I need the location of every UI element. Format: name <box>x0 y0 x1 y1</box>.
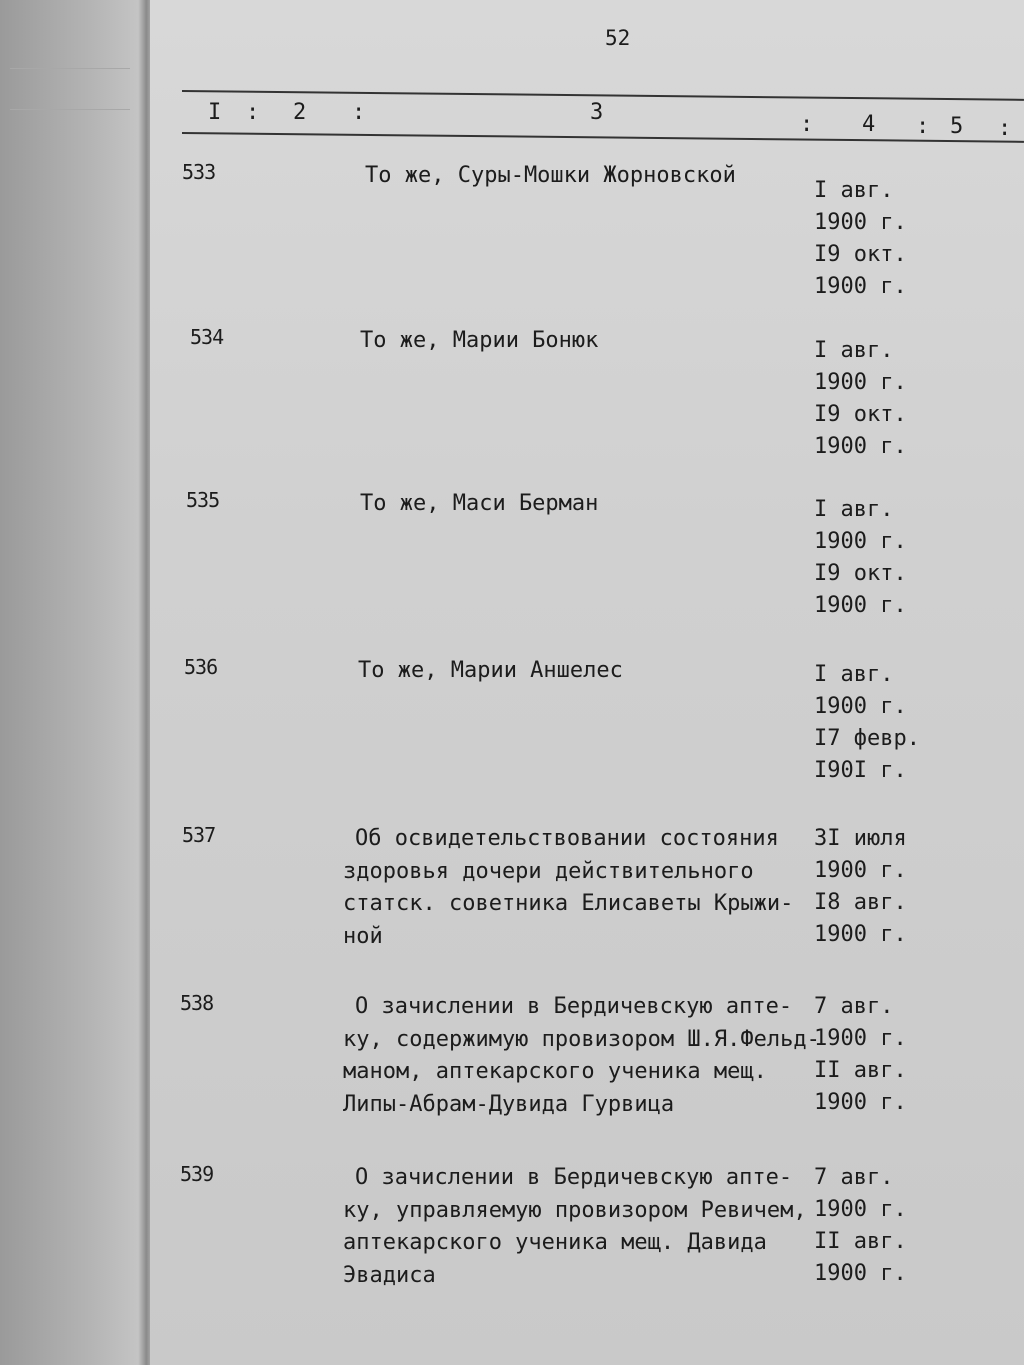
description-line: Эвадиса <box>343 1262 436 1288</box>
entry-dates <box>814 991 934 1119</box>
date-line: 1900 г. <box>814 1197 907 1222</box>
entry-number: 538 <box>180 991 214 1015</box>
entry-number: 533 <box>182 160 216 184</box>
page-number: 52 <box>605 26 631 50</box>
date-line: I9 окт. <box>814 402 907 427</box>
date-line: 1900 г. <box>814 922 907 947</box>
entry-dates <box>814 175 934 303</box>
column-separator: : <box>998 116 1012 141</box>
date-line: 1900 г. <box>814 1090 907 1115</box>
description-line: статск. советника Елисаветы Крыжи- <box>343 891 794 916</box>
description-line: То же, Суры-Мошки Жорновской <box>365 163 736 188</box>
entry-description <box>343 1162 825 1292</box>
date-line: I9 окт. <box>814 242 907 267</box>
entry-dates <box>814 659 934 787</box>
description-line: То же, Маси Берман <box>360 491 599 516</box>
description-line: аптекарского ученика мещ. Давида <box>343 1230 767 1255</box>
date-line: 1900 г. <box>814 210 907 235</box>
date-line: I авг. <box>814 497 894 522</box>
description-line: здоровья дочери действительного <box>343 858 754 884</box>
description-line: ной <box>343 923 383 949</box>
description-line: То же, Марии Бонюк <box>360 328 599 353</box>
facing-page <box>0 0 150 1365</box>
date-line: I9 окт. <box>814 561 907 586</box>
entry-description <box>360 488 830 521</box>
entry-number: 539 <box>180 1162 214 1186</box>
column-separator: : <box>916 114 930 139</box>
entry-dates <box>814 494 934 622</box>
column-header-4: 4 <box>862 112 876 137</box>
date-line: 1900 г. <box>814 274 907 299</box>
document-page <box>150 0 1024 1365</box>
date-line: II авг. <box>814 1229 907 1254</box>
description-line: Липы-Абрам-Дувида Гурвица <box>343 1091 675 1117</box>
date-line: I авг. <box>814 178 894 203</box>
column-header-2: 2 <box>293 100 307 125</box>
header-bottom-rule <box>182 132 1024 143</box>
description-line: ку, содержимую провизором Ш.Я.Фельд- <box>343 1026 820 1052</box>
date-line: 1900 г. <box>814 434 907 459</box>
date-line: 7 авг. <box>814 994 894 1019</box>
date-line: II авг. <box>814 1058 907 1083</box>
date-line: I8 авг. <box>814 890 907 915</box>
date-line: 7 авг. <box>814 1165 894 1190</box>
date-line: 1900 г. <box>814 694 907 719</box>
entry-number: 534 <box>190 325 224 349</box>
column-header-3: 3 <box>590 100 604 125</box>
entry-description <box>343 991 825 1121</box>
description-line: То же, Марии Аншелес <box>358 658 623 683</box>
date-line: I авг. <box>814 338 894 363</box>
column-header-5: 5 <box>950 114 964 139</box>
entry-number: 536 <box>184 655 218 679</box>
date-line: 3I июля <box>814 826 907 851</box>
date-line: 1900 г. <box>814 1026 907 1051</box>
description-line: ку, управляемую провизором Ревичем, <box>343 1197 807 1223</box>
date-line: I авг. <box>814 662 894 687</box>
entry-description <box>358 655 828 688</box>
date-line: 1900 г. <box>814 370 907 395</box>
description-line: О зачислении в Бердичевскую апте- <box>355 994 793 1019</box>
column-header-1: I <box>208 100 222 125</box>
entry-description <box>360 325 830 358</box>
entry-dates <box>814 823 934 951</box>
description-line: О зачислении в Бердичевскую апте- <box>355 1165 793 1190</box>
date-line: 1900 г. <box>814 529 907 554</box>
entry-description <box>365 160 835 193</box>
column-separator: : <box>800 112 814 137</box>
entry-description <box>343 823 825 953</box>
entry-number: 535 <box>186 488 220 512</box>
entry-dates <box>814 1162 934 1290</box>
column-separator: : <box>352 100 366 125</box>
date-line: 1900 г. <box>814 1261 907 1286</box>
date-line: I90I г. <box>814 758 907 783</box>
column-separator: : <box>246 100 260 125</box>
date-line: 1900 г. <box>814 858 907 883</box>
entry-number: 537 <box>182 823 216 847</box>
description-line: Об освидетельствовании состояния <box>355 826 779 851</box>
date-line: I7 февр. <box>814 726 920 751</box>
description-line: маном, аптекарского ученика мещ. <box>343 1059 767 1084</box>
date-line: 1900 г. <box>814 593 907 618</box>
facing-page-header-rule <box>10 68 130 110</box>
entry-dates <box>814 335 934 463</box>
